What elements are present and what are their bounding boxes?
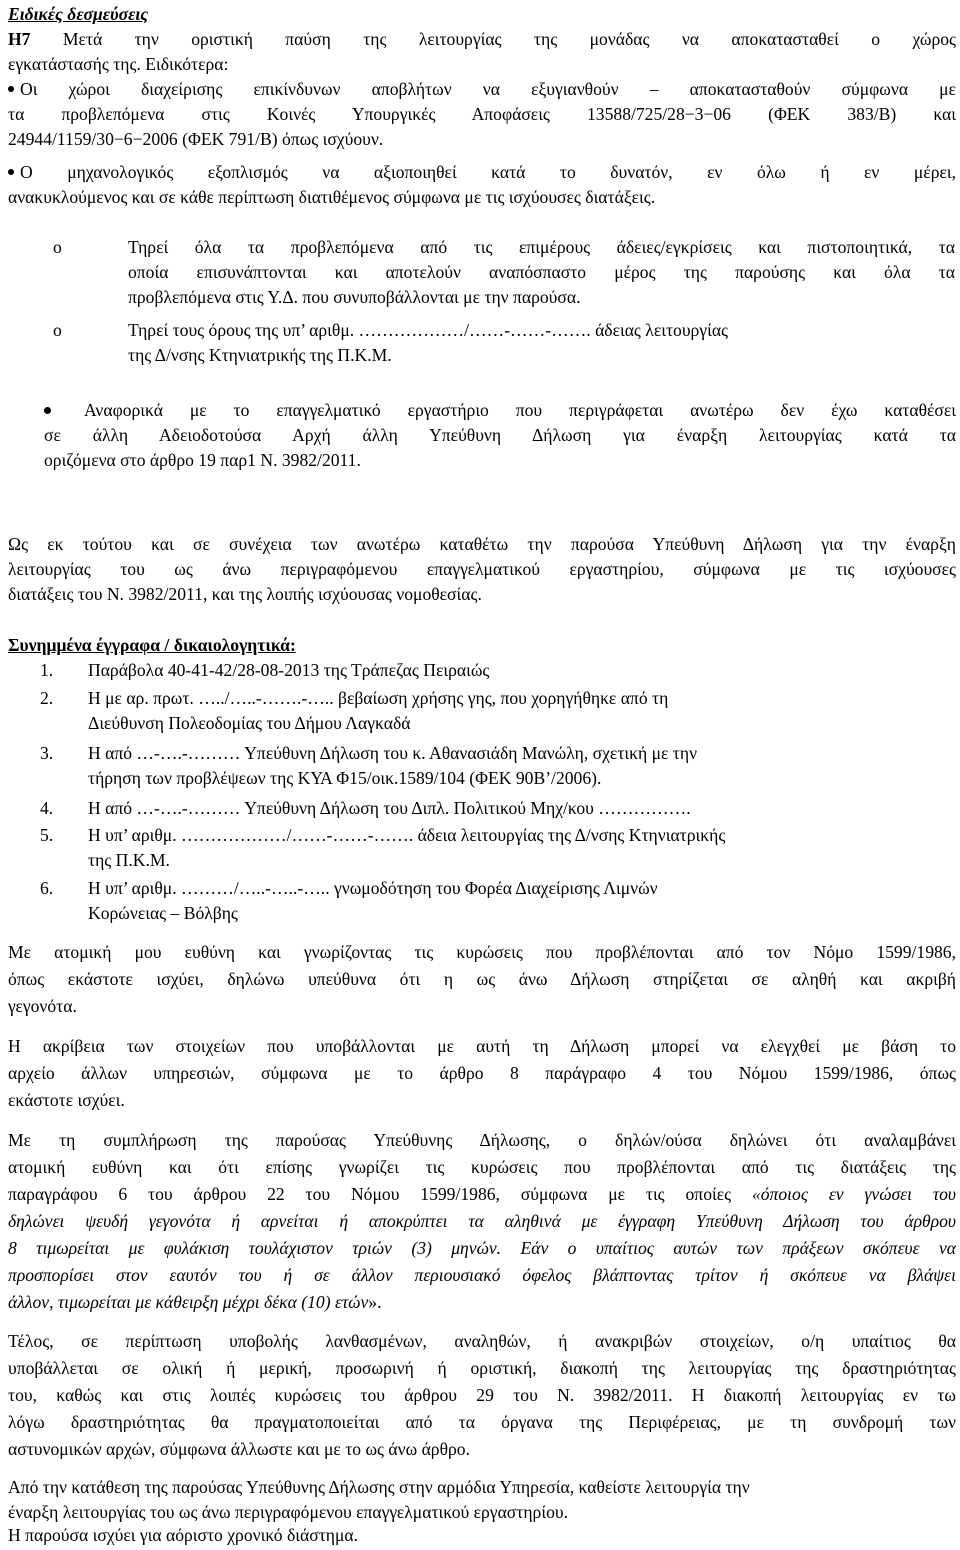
accuracy-para-line-2: αρχείο άλλων υπηρεσιών, σύμφωνα με το άρθρο 8 παράγραφο 4 του Νόμου 1599/1986, όπως [8,1063,956,1083]
attachment-item: 4. Η από …-….-……… Υπεύθυνη Δήλωση του Διπλ. Πολιτικού Μηχ/κου ……………. [40,798,691,818]
bullet-2-line-1: Ο μηχανολογικός εξοπλισμός να αξιοποιηθεί κατά το δυνατόν, εν όλω ή εν μέρει, [8,160,956,185]
submission-para-line-2: λειτουργίας του ως άνω περιγραφόμενου επαγγελματικού εργαστηρίου, σύμφωνα με τις ισχύουσες [8,559,956,579]
filing-para-line-1: Από την κατάθεση της παρούσας Υπεύθυνης Δήλωσης στην αρμόδια Υπηρεσία, καθείστε λειτουργία την [8,1477,750,1497]
completion-para-line-5: 8 τιμωρείται με φυλάκιση τουλάχιστον τριών (3) μηνών. Εάν ο υπαίτιος αυτών των πράξεων σκόπευε να [8,1238,956,1258]
bullet-icon [8,86,14,92]
filing-para-line-2: έναρξη λειτουργίας του ως άνω περιγραφόμενου επαγγελματικού εργαστηρίου. [8,1502,568,1522]
special-commitments-heading: Ειδικές δεσμεύσεις [8,4,149,24]
bullet-icon [44,407,51,414]
submission-para-line-3: διατάξεις του Ν. 3982/2011, και της λοιπής ισχύουσας νομοθεσίας. [8,584,482,604]
h7-label: Η7 [8,29,31,49]
attachment-item: 1. Παράβολα 40-41-42/28-08-2013 της Τράπεζας Πειραιώς [40,660,490,680]
responsibility-para-line-3: γεγονότα. [8,996,77,1016]
bullet-1-line-1: Οι χώροι διαχείρισης επικίνδυνων αποβλήτων να εξυγιανθούν – αποκατασταθούν σύμφωνα με [8,77,956,102]
attachment-item: 2. Η με αρ. πρωτ. …../…..-…….-….. βεβαίωση χρήσης γης, που χορηγήθηκε από τη Διεύθυνση Πολεοδομίας του Δήμου Λαγκαδά [40,688,669,733]
submission-para-line-1: Ως εκ τούτου και σε συνέχεια των ανωτέρω καταθέτω την παρούσα Υπεύθυνη Δήλωση για την έναρξη [8,534,956,554]
bullet-icon [8,169,14,175]
attachment-item: 6. Η υπ’ αριθμ. ………/…..-…..-….. γνωμοδότηση του Φορέα Διαχείρισης Λιμνών Κορώνειας – Βόλβης [40,878,658,923]
statement-bullet-line-3: οριζόμενα στο άρθρο 19 παρ1 Ν. 3982/2011. [44,450,361,470]
end-para-line-5: αστυνομικών αρχών, σύμφωνα άλλωστε και με το ως άνω άρθρο. [8,1439,470,1459]
completion-para-line-2: ατομική ευθύνη και ότι επίσης γνωρίζει τις κυρώσεις που προβλέπονται από τις διατάξεις της [8,1157,956,1177]
attachment-item: 3. Η από …-….-……… Υπεύθυνη Δήλωση του κ. Αθανασιάδη Μανώλη, σχετική με την τήρηση των προβλέψεων της ΚΥΑ Φ15/οικ.1589/104 (ΦΕΚ 90Β’/2006). [40,743,698,788]
completion-para-line-6: προσπορίσει στον εαυτόν του ή σε άλλον περιουσιακό όφελος βλάπτοντας τρίτον ή σκόπευε να βλάψει [8,1265,956,1285]
validity-line: Η παρούσα ισχύει για αόριστο χρονικό διάστημα. [8,1525,359,1545]
sub-list-item: o Τηρεί τους όρους της υπ’ αριθμ. ………………/……-……-……. άδειας λειτουργίας της Δ/νσης Κτηνιατρικής της Π.Κ.Μ. [53,320,728,365]
sub-list-item: o Τηρεί όλα τα προβλεπόμενα από τις επιμέρους άδειες/εγκρίσεις και πιστοποιητικά, τα οποία επισυνάπτονται και αποτελούν αναπόσπαστο μέρος της παρούσης και όλα τα προβλεπόμενα στις Υ.Δ. που συνυποβάλλονται με την παρούσα. [53,237,955,307]
completion-para-line-4: δηλώνει ψευδή γεγονότα ή αρνείται ή αποκρύπτει τα αληθινά με έγγραφη Υπεύθυνη Δήλωση του άρθρου [8,1211,956,1231]
h7-line-1: Η7 Μετά την οριστική παύση της λειτουργίας της μονάδας να αποκατασταθεί ο χώρος [8,29,956,49]
circle-marker-icon: o [53,320,62,340]
accuracy-para-line-1: Η ακρίβεια των στοιχείων που υποβάλλονται με αυτή τη Δήλωση μπορεί να ελεγχθεί με βάση το [8,1036,956,1056]
statement-bullet: Αναφορικά με το επαγγελματικό εργαστήριο που περιγράφεται ανωτέρω δεν έχω καταθέσει [44,398,956,423]
h7-line-2: εγκατάστασής της. Ειδικότερα: [8,54,229,74]
end-para-line-3: του, καθώς και στις λοιπές κυρώσεις του άρθρου 29 του Ν. 3982/2011. Η διακοπή λειτουργίας εν τω [8,1385,956,1405]
attachment-item: 5. Η υπ’ αριθμ. ………………/……-……-……. άδεια λειτουργίας της Δ/νσης Κτηνιατρικής της Π.Κ.Μ. [40,825,726,870]
responsibility-para-line-2: όπως εκάστοτε ισχύει, δηλώνω υπεύθυνα ότι η ως άνω Δήλωση στηρίζεται σε αληθή και ακριβή [8,969,956,989]
statement-bullet-line-2: σε άλλη Αδειοδοτούσα Αρχή άλλη Υπεύθυνη Δήλωση για έναρξη λειτουργίας κατά τα [44,425,956,445]
completion-para-line-1: Με τη συμπλήρωση της παρούσας Υπεύθυνης Δήλωσης, ο δηλών/ούσα δηλώνει ότι αναλαμβάνει [8,1130,956,1150]
bullet-1-line-3: 24944/1159/30−6−2006 (ΦΕΚ 791/Β) όπως ισχύουν. [8,129,384,149]
completion-para-line-3: παραγράφου 6 του άρθρου 22 του Νόμου 1599/1986, σύμφωνα με τις οποίες «όποιος εν γνώσει του [8,1184,956,1204]
bullet-1-line-2: τα προβλεπόμενα στις Κοινές Υπουργικές Αποφάσεις 13588/725/28−3−06 (ΦΕΚ 383/Β) και [8,104,956,124]
end-para-line-4: λόγω δραστηριότητας θα πραγματοποιείται από τα όργανα της Περιφέρειας, με τη συνδρομή των [8,1412,956,1432]
end-para-line-2: υποβάλλεται σε ολική ή μερική, προσωρινή ή οριστική, διακοπή της λειτουργίας της δραστηριότητας [8,1358,956,1378]
bullet-2-line-2: ανακυκλούμενος και σε κάθε περίπτωση διατιθέμενος σύμφωνα με τις ισχύουσες διατάξεις. [8,187,656,207]
completion-para-line-7: άλλον, τιμωρείται με κάθειρξη μέχρι δέκα (10) ετών». [8,1292,382,1312]
end-para-line-1: Τέλος, σε περίπτωση υποβολής λανθασμένων, αναληθών, ή ανακριβών στοιχείων, ο/η υπαίτιος θα [8,1331,956,1351]
accuracy-para-line-3: εκάστοτε ισχύει. [8,1090,125,1110]
circle-marker-icon: o [53,237,62,257]
attachments-heading: Συνημμένα έγγραφα / δικαιολογητικά: [8,635,296,655]
responsibility-para-line-1: Με ατομική μου ευθύνη και γνωρίζοντας τις κυρώσεις που προβλέπονται από τον Νόμο 1599/1986, [8,942,956,962]
